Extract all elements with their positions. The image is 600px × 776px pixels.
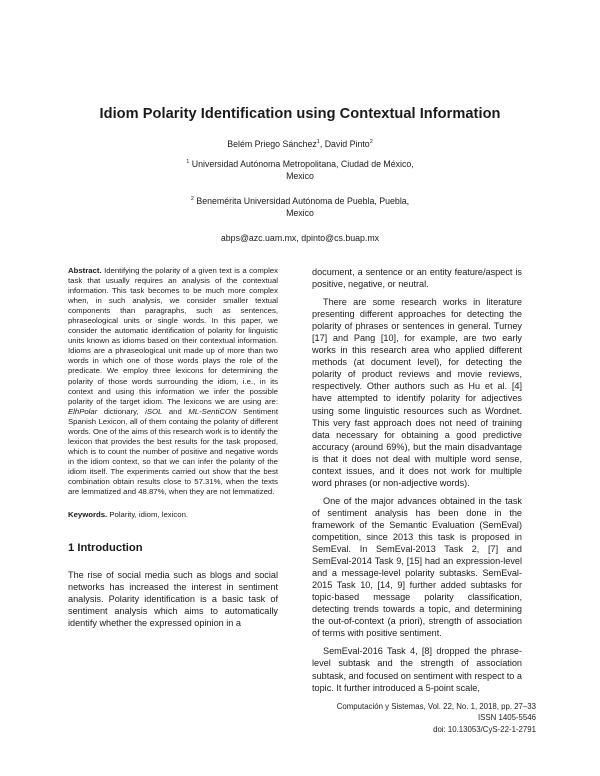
abstract-text-1: Identifying the polarity of a given text is a complex task that usually requires an analysis of the contextual information. This task becomes to be much more complex when, in such analysis, we consider smaller textual components than paragraphs, such as sentences, phraseological units or single words. In this paper, we consider the automatic identification of polarity for linguistic units known as idioms based on their contextual information. Idioms are a phraseological unit made up of more than two words in which one of those words plays the role of the predicate. We employ three lexicons for determining the polarity of those words surrounding the idiom, i.e., in its context and using this information we infer the possible polarity of the target idiom. The lexicons we are using are:: [68, 266, 278, 406]
abstract-lexicon-1: ElhPolar: [68, 406, 98, 416]
author-1-affiliation-mark: 1: [316, 139, 320, 146]
author-line: [0, 139, 600, 149]
right-paragraph-2: There are some research works in literature presenting different approaches for detecting the polarity of phrases or sentences in general. Turney [17] and Pang [10], for example, are two early works in this research area who applied different methods (at document level), for detecting the polarity of product reviews and movie reviews, respectively. Other authors such as Hu et al. [4] have attempted to identify polarity for adjectives using some linguistic resources such as Wordnet. This very fast approach does not need of training data necessary for obtaining a good predictive accuracy (around 69%), but the main disadvantage is that it does not deal with multiple word sense, context issues, and it does not work for multiple word phrases (or non-adjective words).: [312, 297, 522, 488]
author-emails: abps@azc.uam.mx, dpinto@cs.buap.mx: [220, 233, 380, 243]
affiliation-1-line-2: Mexico: [286, 171, 314, 182]
abstract-lexicon-2: iSOL: [145, 406, 163, 416]
abstract-lexicon-3: ML-SentiCON: [188, 406, 237, 416]
right-column: [312, 266, 522, 694]
journal-footer: [312, 701, 536, 735]
right-paragraph-1: document, a sentence or an entity feature/aspect is positive, negative, or neutral.: [312, 267, 522, 290]
author-2-affiliation-mark: 2: [369, 139, 373, 146]
keywords-label: Keywords.: [68, 510, 108, 520]
journal-issn: ISSN 1405-5546: [478, 713, 536, 723]
right-paragraph-4: SemEval-2016 Task 4, [8] dropped the phrase-level subtask and the strength of association subtask, and focused on sentiment with respect to a topic. It further introduced a 5-point scale,: [312, 646, 522, 693]
author-2-name: , David Pinto: [319, 139, 370, 149]
introduction-paragraph: The rise of social media such as blogs and social networks has increased the interest in sentiment analysis. Polarity identification is a basic task of sentiment analysis which aims to automatically identify whether the expressed opinion in a: [68, 570, 278, 629]
abstract-label: Abstract.: [68, 266, 102, 275]
abstract-text-4: Sentiment Spanish Lexicon, all of them containg the polarity of different words. One of the aims of this research work is to identify the lexicon that provides the best results for the task proposed, which is to count the number of positive and negative words in the idiom context, so that we can infer the polarity of the idiom itself. The experiments carried out show that the best combination obtain results close to 57.31%, when the texts are lemmatized and 48.87%, when they are not lemmatized.: [68, 406, 278, 497]
affiliation-1-line-1: Universidad Autónoma Metropolitana, Ciudad de México,: [189, 159, 414, 169]
right-paragraph-3: One of the major advances obtained in the task of sentiment analysis has been done in the framework of the Semantic Evaluation (SemEval) competition, since 2013 this task is proposed in SemEval. In SemEval-2013 Task 2, [7] and SemEval-2014 Task 9, [15] had an expression-level and a message-level polarity subtasks. SemEval-2015 Task 10, [14, 9] further added subtasks for topic-based message polarity classification, detecting trends towards a topic, and determining the out-of-context (a priori), strength of association of terms with positive sentiment.: [312, 495, 522, 639]
keywords-text: Polarity, idiom, lexicon.: [107, 510, 189, 520]
paper-title: Idiom Polarity Identification using Contextual Information: [99, 106, 501, 122]
author-1-name: Belém Priego Sánchez: [227, 139, 317, 149]
keywords: [68, 510, 278, 520]
affiliation-1-mark: 1: [186, 159, 190, 166]
affiliation-2-line-1: Benemérita Universidad Autónoma de Puebla, Puebla,: [193, 196, 410, 206]
affiliation-2-line-2: Mexico: [286, 208, 314, 219]
section-heading-introduction: 1 Introduction: [68, 542, 143, 555]
journal-citation: Computación y Sistemas, Vol. 22, No. 1, 2018, pp. 27–33: [336, 702, 536, 711]
journal-doi: doi: 10.13053/CyS-22-1-2791: [433, 724, 536, 734]
abstract-text-3: and: [162, 406, 189, 416]
abstract-text-2: dictionary,: [97, 406, 146, 416]
affiliation-2-mark: 2: [190, 196, 194, 203]
left-column: [68, 266, 278, 629]
affiliation-1: [0, 158, 600, 183]
affiliation-2: [0, 195, 600, 220]
abstract: [68, 266, 278, 497]
